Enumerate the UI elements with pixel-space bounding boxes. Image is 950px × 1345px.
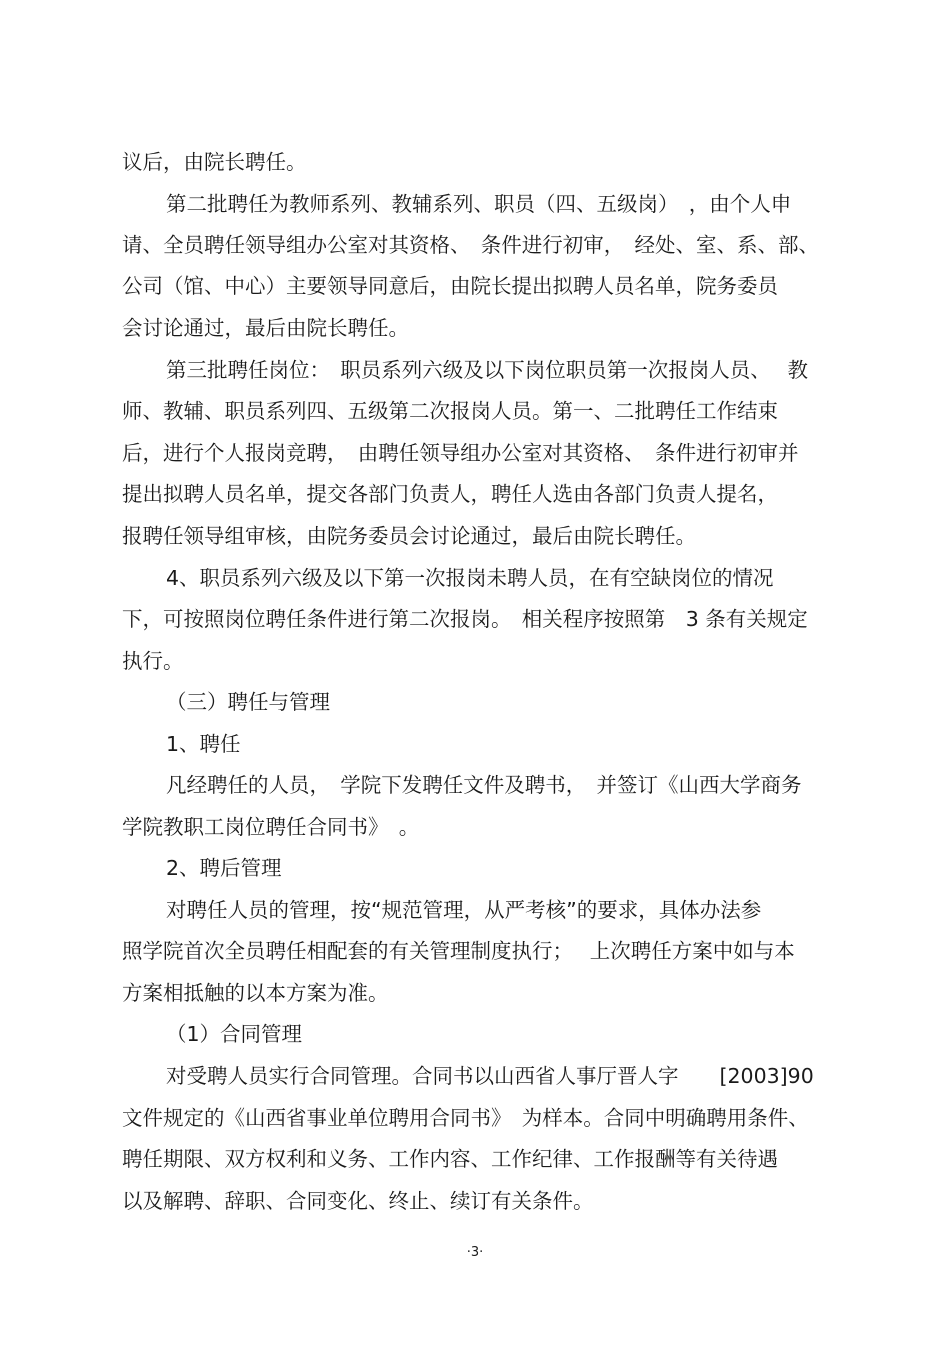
text-line: 聘任期限、双方权利和义务、工作内容、工作纪律、工作报酬等有关待遇 <box>122 1147 778 1171</box>
paragraph-first-line: 对聘任人员的管理，按“规范管理，从严考核”的要求，具体办法参 <box>166 898 762 922</box>
text-line: 请、全员聘任领导组办公室对其资格、 条件进行初审， 经处、室、系、部、 <box>122 233 819 257</box>
text-line: 文件规定的《山西省事业单位聘用合同书》 为样本。合同中明确聘用条件、 <box>122 1106 809 1130</box>
text-line: 执行。 <box>122 649 184 673</box>
text-line: 议后，由院长聘任。 <box>122 150 307 174</box>
paragraph-first-line: 凡经聘任的人员， 学院下发聘任文件及聘书， 并签订《山西大学商务 <box>166 773 802 797</box>
section-heading: （三）聘任与管理 <box>166 690 330 714</box>
text-line: 会讨论通过，最后由院长聘任。 <box>122 316 409 340</box>
text-line: 学院教职工岗位聘任合同书》 。 <box>122 815 420 839</box>
paragraph-first-line: 第三批聘任岗位： 职员系列六级及以下岗位职员第一次报岗人员、 教 <box>166 358 809 382</box>
text-line: 方案相抵触的以本方案为准。 <box>122 981 389 1005</box>
text-line: 以及解聘、辞职、合同变化、终止、续订有关条件。 <box>122 1189 594 1213</box>
text-line: 公司（馆、中心）主要领导同意后，由院长提出拟聘人员名单，院务委员 <box>122 274 778 298</box>
text-line: 提出拟聘人员名单，提交各部门负责人，聘任人选由各部门负责人提名， <box>122 482 778 506</box>
text-line: 师、教辅、职员系列四、五级第二次报岗人员。第一、二批聘任工作结束 <box>122 399 778 423</box>
text-line: 照学院首次全员聘任相配套的有关管理制度执行； 上次聘任方案中如与本 <box>122 939 795 963</box>
text-line: 下，可按照岗位聘任条件进行第二次报岗。 相关程序按照第 3 条有关规定 <box>122 607 808 631</box>
subsection-heading: （1）合同管理 <box>166 1022 303 1046</box>
paragraph-first-line: 第二批聘任为教师系列、教辅系列、职员（四、五级岗） ，由个人申 <box>166 192 792 216</box>
text-line: 后，进行个人报岗竞聘， 由聘任领导组办公室对其资格、 条件进行初审并 <box>122 441 799 465</box>
subsection-heading: 2、聘后管理 <box>166 856 282 880</box>
subsection-heading: 1、聘任 <box>166 732 241 756</box>
paragraph-first-line: 4、职员系列六级及以下第一次报岗未聘人员，在有空缺岗位的情况 <box>166 566 774 590</box>
page-number: ·3· <box>466 1245 484 1260</box>
text-line: 报聘任领导组审核，由院务委员会讨论通过，最后由院长聘任。 <box>122 524 696 548</box>
paragraph-first-line: 对受聘人员实行合同管理。合同书以山西省人事厅晋人字 [2003]90 <box>166 1064 814 1088</box>
